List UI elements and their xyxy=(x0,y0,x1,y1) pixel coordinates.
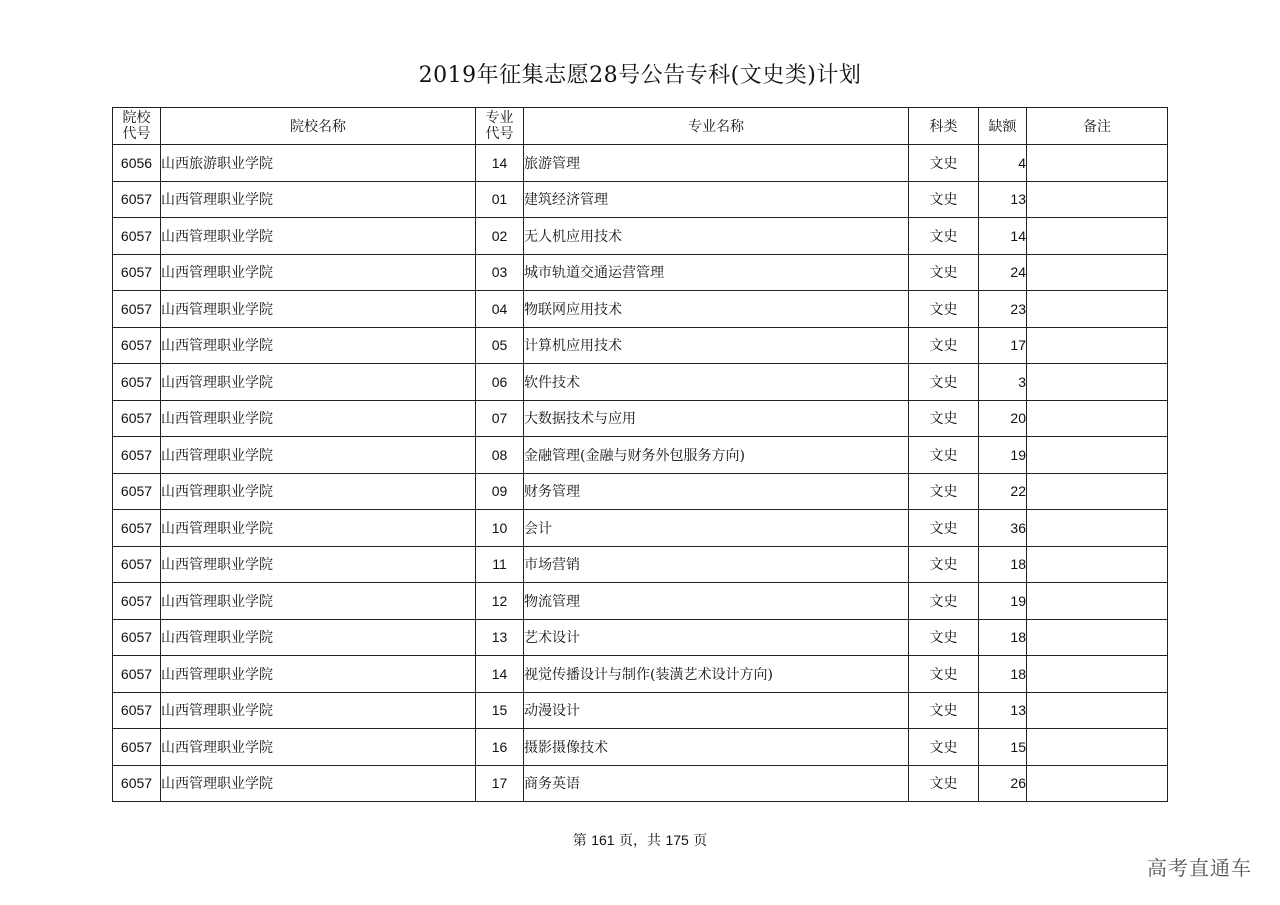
cell-school-code: 6057 xyxy=(113,327,161,364)
cell-school-name: 山西管理职业学院 xyxy=(161,583,476,620)
cell-remarks xyxy=(1027,692,1168,729)
cell-school-name: 山西管理职业学院 xyxy=(161,729,476,766)
cell-vacancies: 23 xyxy=(979,291,1027,328)
table-row xyxy=(113,583,1168,620)
footer-prefix: 第 xyxy=(572,833,587,849)
cell-category: 文史 xyxy=(909,145,979,182)
cell-category: 文史 xyxy=(909,218,979,255)
cell-major-code: 05 xyxy=(476,327,524,364)
cell-remarks xyxy=(1027,656,1168,693)
cell-vacancies: 15 xyxy=(979,729,1027,766)
cell-school-code: 6057 xyxy=(113,546,161,583)
cell-school-code: 6057 xyxy=(113,510,161,547)
header-major-code xyxy=(476,108,524,145)
table-row xyxy=(113,291,1168,328)
header-vacancies: 缺额 xyxy=(979,108,1027,145)
page-title: 2019年征集志愿28号公告专科(文史类)计划 xyxy=(418,63,862,88)
cell-major-name: 财务管理 xyxy=(524,473,909,510)
cell-school-name: 山西管理职业学院 xyxy=(161,327,476,364)
cell-category: 文史 xyxy=(909,692,979,729)
cell-category: 文史 xyxy=(909,583,979,620)
cell-vacancies: 18 xyxy=(979,619,1027,656)
header-remarks: 备注 xyxy=(1027,108,1168,145)
cell-school-code: 6057 xyxy=(113,692,161,729)
cell-major-code: 01 xyxy=(476,181,524,218)
cell-school-name: 山西管理职业学院 xyxy=(161,364,476,401)
cell-school-name: 山西管理职业学院 xyxy=(161,692,476,729)
cell-category: 文史 xyxy=(909,291,979,328)
watermark: 高考直通车 xyxy=(1147,856,1252,880)
cell-major-code: 14 xyxy=(476,656,524,693)
cell-category: 文史 xyxy=(909,437,979,474)
table-row xyxy=(113,364,1168,401)
cell-major-code: 07 xyxy=(476,400,524,437)
cell-vacancies: 24 xyxy=(979,254,1027,291)
table-row xyxy=(113,729,1168,766)
table-row xyxy=(113,510,1168,547)
cell-school-name: 山西管理职业学院 xyxy=(161,254,476,291)
cell-school-code: 6057 xyxy=(113,583,161,620)
cell-vacancies: 26 xyxy=(979,765,1027,802)
table-row xyxy=(113,546,1168,583)
cell-school-code: 6057 xyxy=(113,364,161,401)
cell-school-code: 6057 xyxy=(113,218,161,255)
cell-remarks xyxy=(1027,254,1168,291)
table-row xyxy=(113,218,1168,255)
cell-school-name: 山西管理职业学院 xyxy=(161,765,476,802)
header-major-code-line1: 专业 xyxy=(485,110,514,126)
cell-category: 文史 xyxy=(909,765,979,802)
cell-category: 文史 xyxy=(909,656,979,693)
table-row xyxy=(113,327,1168,364)
cell-vacancies: 3 xyxy=(979,364,1027,401)
cell-major-name: 旅游管理 xyxy=(524,145,909,182)
header-category: 科类 xyxy=(909,108,979,145)
footer-page-number: 161 xyxy=(591,832,615,848)
cell-school-code: 6057 xyxy=(113,437,161,474)
cell-school-name: 山西管理职业学院 xyxy=(161,510,476,547)
table-row xyxy=(113,400,1168,437)
cell-major-code: 14 xyxy=(476,145,524,182)
cell-remarks xyxy=(1027,729,1168,766)
cell-major-code: 17 xyxy=(476,765,524,802)
cell-category: 文史 xyxy=(909,400,979,437)
cell-major-code: 12 xyxy=(476,583,524,620)
header-school-name: 院校名称 xyxy=(161,108,476,145)
header-major-name: 专业名称 xyxy=(524,108,909,145)
cell-school-name: 山西管理职业学院 xyxy=(161,619,476,656)
cell-category: 文史 xyxy=(909,729,979,766)
cell-vacancies: 14 xyxy=(979,218,1027,255)
cell-major-code: 16 xyxy=(476,729,524,766)
cell-major-code: 13 xyxy=(476,619,524,656)
cell-category: 文史 xyxy=(909,364,979,401)
cell-vacancies: 20 xyxy=(979,400,1027,437)
cell-major-code: 02 xyxy=(476,218,524,255)
cell-category: 文史 xyxy=(909,181,979,218)
cell-remarks xyxy=(1027,583,1168,620)
cell-school-code: 6057 xyxy=(113,619,161,656)
header-school-code-line1: 院校 xyxy=(122,110,151,126)
cell-major-name: 动漫设计 xyxy=(524,692,909,729)
cell-major-code: 04 xyxy=(476,291,524,328)
cell-remarks xyxy=(1027,473,1168,510)
cell-category: 文史 xyxy=(909,473,979,510)
cell-vacancies: 18 xyxy=(979,546,1027,583)
cell-school-name: 山西管理职业学院 xyxy=(161,546,476,583)
cell-school-name: 山西管理职业学院 xyxy=(161,656,476,693)
table-row xyxy=(113,692,1168,729)
cell-major-name: 软件技术 xyxy=(524,364,909,401)
cell-major-code: 08 xyxy=(476,437,524,474)
cell-school-code: 6057 xyxy=(113,656,161,693)
table-row xyxy=(113,437,1168,474)
cell-major-name: 建筑经济管理 xyxy=(524,181,909,218)
cell-remarks xyxy=(1027,364,1168,401)
cell-school-code: 6057 xyxy=(113,473,161,510)
cell-major-name: 摄影摄像技术 xyxy=(524,729,909,766)
cell-school-code: 6057 xyxy=(113,254,161,291)
cell-category: 文史 xyxy=(909,327,979,364)
cell-vacancies: 19 xyxy=(979,437,1027,474)
header-school-code-line2: 代号 xyxy=(122,126,151,142)
page-footer xyxy=(0,830,1280,850)
cell-major-name: 物流管理 xyxy=(524,583,909,620)
cell-remarks xyxy=(1027,218,1168,255)
table-row xyxy=(113,254,1168,291)
cell-major-code: 11 xyxy=(476,546,524,583)
cell-school-name: 山西管理职业学院 xyxy=(161,218,476,255)
cell-major-name: 视觉传播设计与制作(装潢艺术设计方向) xyxy=(524,656,909,693)
cell-category: 文史 xyxy=(909,510,979,547)
cell-major-name: 金融管理(金融与财务外包服务方向) xyxy=(524,437,909,474)
cell-school-name: 山西管理职业学院 xyxy=(161,437,476,474)
cell-major-name: 会计 xyxy=(524,510,909,547)
cell-remarks xyxy=(1027,400,1168,437)
cell-vacancies: 36 xyxy=(979,510,1027,547)
cell-major-code: 09 xyxy=(476,473,524,510)
cell-remarks xyxy=(1027,291,1168,328)
cell-school-code: 6057 xyxy=(113,729,161,766)
cell-major-name: 物联网应用技术 xyxy=(524,291,909,328)
cell-vacancies: 13 xyxy=(979,692,1027,729)
cell-remarks xyxy=(1027,546,1168,583)
header-school-code xyxy=(113,108,161,145)
cell-major-name: 城市轨道交通运营管理 xyxy=(524,254,909,291)
cell-school-name: 山西旅游职业学院 xyxy=(161,145,476,182)
table-row xyxy=(113,473,1168,510)
cell-major-name: 市场营销 xyxy=(524,546,909,583)
cell-major-name: 计算机应用技术 xyxy=(524,327,909,364)
header-major-code-line2: 代号 xyxy=(485,126,514,142)
cell-vacancies: 19 xyxy=(979,583,1027,620)
footer-suffix: 页 xyxy=(693,833,708,849)
cell-remarks xyxy=(1027,765,1168,802)
cell-school-code: 6057 xyxy=(113,765,161,802)
cell-vacancies: 18 xyxy=(979,656,1027,693)
cell-vacancies: 22 xyxy=(979,473,1027,510)
cell-vacancies: 17 xyxy=(979,327,1027,364)
cell-remarks xyxy=(1027,181,1168,218)
table-body xyxy=(113,145,1168,802)
table-row xyxy=(113,145,1168,182)
cell-major-code: 06 xyxy=(476,364,524,401)
cell-major-code: 15 xyxy=(476,692,524,729)
cell-school-name: 山西管理职业学院 xyxy=(161,291,476,328)
table-row xyxy=(113,181,1168,218)
table-header-row xyxy=(113,108,1168,145)
table-row xyxy=(113,619,1168,656)
cell-remarks xyxy=(1027,145,1168,182)
cell-major-code: 10 xyxy=(476,510,524,547)
cell-remarks xyxy=(1027,437,1168,474)
cell-category: 文史 xyxy=(909,546,979,583)
cell-school-code: 6056 xyxy=(113,145,161,182)
cell-vacancies: 13 xyxy=(979,181,1027,218)
cell-major-name: 商务英语 xyxy=(524,765,909,802)
table-row xyxy=(113,765,1168,802)
cell-school-name: 山西管理职业学院 xyxy=(161,473,476,510)
cell-school-name: 山西管理职业学院 xyxy=(161,181,476,218)
cell-school-code: 6057 xyxy=(113,181,161,218)
cell-school-name: 山西管理职业学院 xyxy=(161,400,476,437)
plan-table xyxy=(112,107,1168,802)
cell-remarks xyxy=(1027,510,1168,547)
cell-vacancies: 4 xyxy=(979,145,1027,182)
cell-category: 文史 xyxy=(909,619,979,656)
cell-remarks xyxy=(1027,619,1168,656)
footer-middle: 页，共 xyxy=(619,833,661,849)
cell-major-name: 无人机应用技术 xyxy=(524,218,909,255)
cell-school-code: 6057 xyxy=(113,400,161,437)
cell-major-name: 大数据技术与应用 xyxy=(524,400,909,437)
cell-major-name: 艺术设计 xyxy=(524,619,909,656)
footer-total-pages: 175 xyxy=(665,832,689,848)
cell-major-code: 03 xyxy=(476,254,524,291)
table-row xyxy=(113,656,1168,693)
cell-remarks xyxy=(1027,327,1168,364)
cell-category: 文史 xyxy=(909,254,979,291)
cell-school-code: 6057 xyxy=(113,291,161,328)
